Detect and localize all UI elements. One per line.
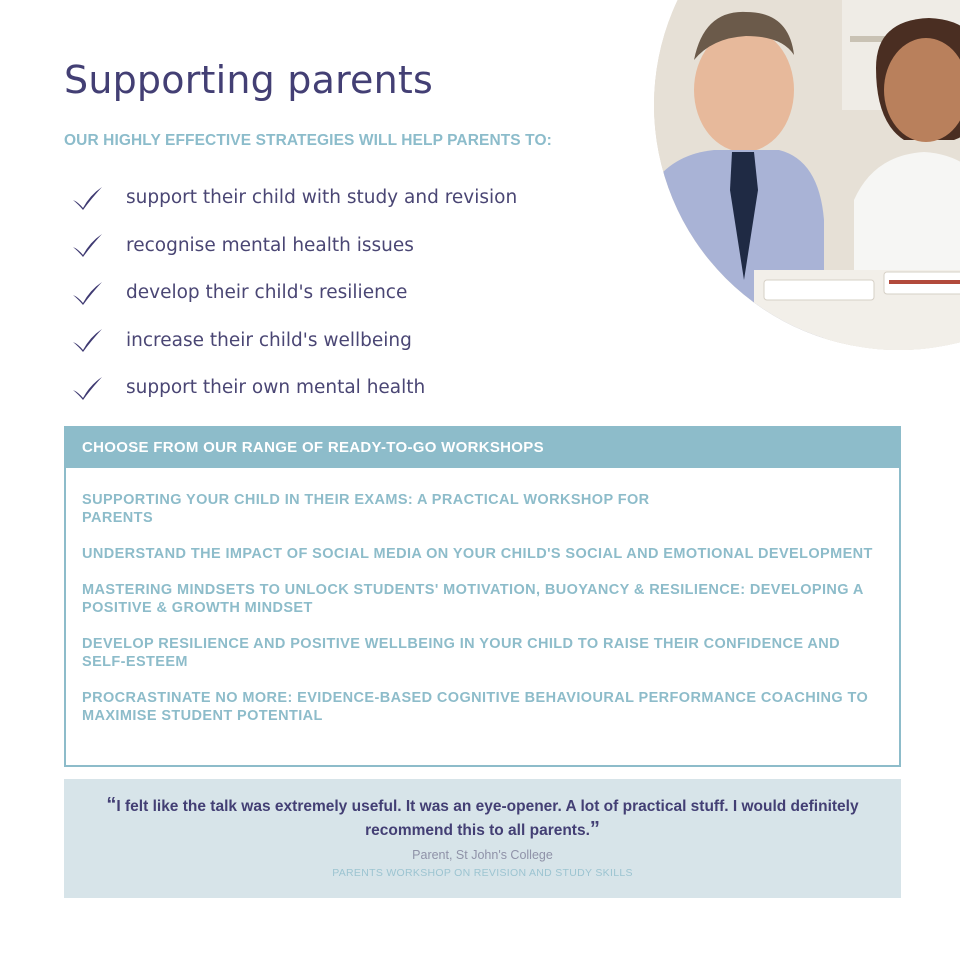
testimonial-attribution: Parent, St John's College bbox=[412, 848, 553, 862]
strategy-text: recognise mental health issues bbox=[126, 234, 414, 256]
close-quote-mark: ” bbox=[589, 818, 600, 840]
strategy-item bbox=[70, 174, 517, 222]
workshop-item: MASTERING MINDSETS TO UNLOCK STUDENTS' MOTIVATION, BUOYANCY & RESILIENCE: DEVELOPING A POSITIVE & GROWTH MINDSET bbox=[82, 582, 864, 616]
strategy-item bbox=[70, 317, 517, 365]
workshops-header: CHOOSE FROM OUR RANGE OF READY-TO-GO WORKSHOPS bbox=[66, 428, 899, 468]
strategy-text: develop their child's resilience bbox=[126, 282, 408, 304]
workshops-box bbox=[64, 426, 901, 767]
strategy-list bbox=[70, 174, 517, 412]
open-quote-mark: “ bbox=[106, 794, 117, 816]
page-title: Supporting parents bbox=[64, 58, 434, 102]
checkmark-icon bbox=[70, 230, 104, 260]
testimonial-quote bbox=[103, 794, 863, 842]
teacher-student-photo bbox=[654, 0, 960, 350]
workshop-item: PROCRASTINATE NO MORE: EVIDENCE-BASED COGNITIVE BEHAVIOURAL PERFORMANCE COACHING TO MAXIMISE STUDENT POTENTIAL bbox=[82, 690, 869, 724]
checkmark-icon bbox=[70, 278, 104, 308]
strategy-text: support their child with study and revision bbox=[126, 187, 518, 209]
checkmark-icon bbox=[70, 373, 104, 403]
workshop-item: DEVELOP RESILIENCE AND POSITIVE WELLBEING IN YOUR CHILD TO RAISE THEIR CONFIDENCE AND SELF-ESTEEM bbox=[82, 636, 840, 670]
workshop-item: SUPPORTING YOUR CHILD IN THEIR EXAMS: A PRACTICAL WORKSHOP FOR PARENTS bbox=[82, 492, 650, 526]
workshop-item: UNDERSTAND THE IMPACT OF SOCIAL MEDIA ON YOUR CHILD'S SOCIAL AND EMOTIONAL DEVELOPMENT bbox=[82, 546, 873, 562]
checkmark-icon bbox=[70, 325, 104, 355]
workshop-list bbox=[66, 468, 899, 725]
strategy-item bbox=[70, 222, 517, 270]
testimonial-event: PARENTS WORKSHOP ON REVISION AND STUDY SKILLS bbox=[332, 867, 633, 879]
checkmark-icon bbox=[70, 183, 104, 213]
strategy-item bbox=[70, 364, 517, 412]
testimonial-box bbox=[64, 779, 901, 898]
strategy-text: increase their child's wellbeing bbox=[126, 329, 412, 351]
testimonial-text: I felt like the talk was extremely useful. It was an eye-opener. A lot of practical stuff. I would definitely recommend this to all parents. bbox=[116, 798, 859, 839]
strategy-item bbox=[70, 269, 517, 317]
page-subtitle: OUR HIGHLY EFFECTIVE STRATEGIES WILL HELP PARENTS TO: bbox=[64, 132, 552, 149]
strategy-text: support their own mental health bbox=[126, 377, 426, 399]
